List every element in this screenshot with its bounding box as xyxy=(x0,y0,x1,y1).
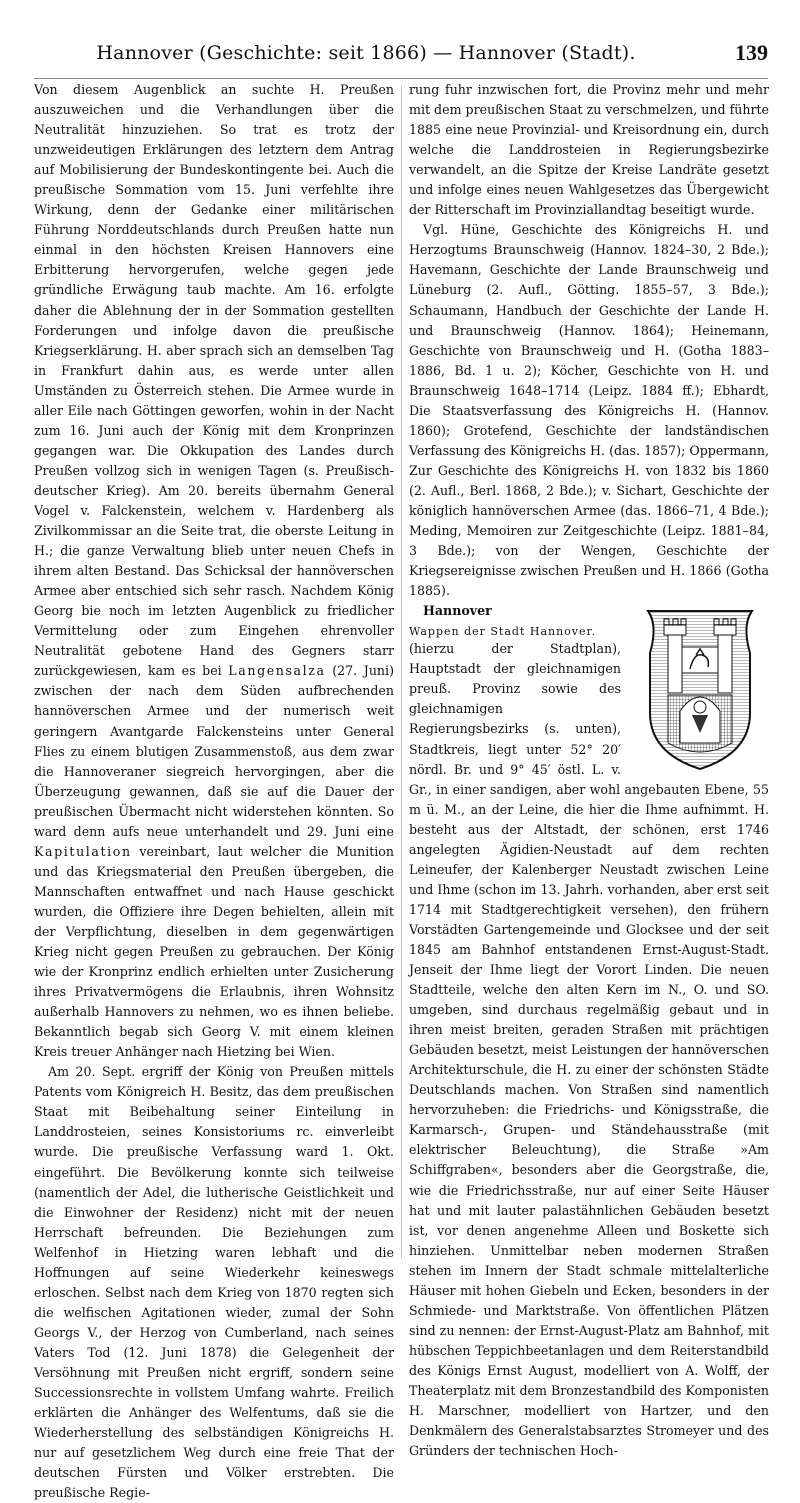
city-coat-of-arms-icon xyxy=(640,603,760,773)
spaced-term-kapitulation: Kapitulation xyxy=(34,843,132,859)
coat-of-arms-caption: Wappen der Stadt Hannover. xyxy=(409,625,597,639)
paragraph-city-entry xyxy=(409,601,769,621)
paragraph-text: (hierzu der Stadtplan), Hauptstadt der gleichnamigen preuß. Provinz sowie des gleichnamigen Regierungsbezirks (s. unten), Stadtkreis, liegt unter 52° 20′ nördl. Br. und 9° 45′ östl. L. v. Gr., in einer sandigen, aber wohl angebauten Ebene, 55 m ü. M., an der Leine, die hier die Ihme aufnimmt. H. besteht aus der Altstadt, der schönen, erst 1746 angelegten Ägidien-Neustadt auf dem rechten Leineufer, der Kalenberger Neustadt zwischen Leine und Ihme (schon im 13. Jahrh. vorhanden, aber erst seit 1714 mit Stadtgerechtigkeit versehen), den frühern Vorstädten Gartengemeinde und Glocksee und der seit 1845 am Bahnhof entstandenen Ernst-August-Stadt. Jenseit der Ihme liegt der Vorort Linden. Die neuen Stadtteile, welche den alten Kern im N., O. und SO. umgeben, sind durchaus regelmäßig gebaut und in ihren meist breiten, geraden Straßen mit prächtigen Gebäuden besetzt, meist Leistungen der hannöverschen Architekturschule, die H. zu einer der schönsten Städte Deutschlands machen. Von Straßen sind namentlich hervorzuheben: die Friedrichs- und Königsstraße, die Karmarsch-, Grupen- und Ständehausstraße (mit elektrischer Beleuchtung), die Straße »Am Schiffgraben«, besonders aber die Georgstraße, die, wie die Friedrichsstraße, nur auf einer Seite Häuser hat und mit lauter palastähnlichen Gebäuden besetzt ist, vor denen angenehme Alleen und Boskette sich hinziehen. Unmittelbar neben modernen Straßen stehen im Innern der Stadt schmale mittelalterliche Häuser mit hohen Giebeln und Ecken, besonders in der Schmiede- und Marktstraße. Von öffentlichen Plätzen sind zu nennen: der Ernst-August-Platz am Bahnhof, mit hübschen Teppichbeetanlagen und dem Reiterstandbild des Königs Ernst August, modelliert von A. Wolff, der Theaterplatz mit dem Bronzestandbild des Komponisten H. Marschner, modelliert von Hartzer, und den Denkmälern des Generalstabsarztes Stromeyer und des Gründers der technischen Hoch- xyxy=(409,641,769,1459)
running-title: Hannover (Geschichte: seit 1866) — Hannover (Stadt). xyxy=(96,42,636,64)
paragraph-text: Von diesem Augenblick an suchte H. Preußen auszuweichen und die Verhandlungen über die Neutralität hinzuziehen. So trat es trotz der unzweideutigen Erklärungen des letztern dem Antrag auf Mobilisierung der Bundeskontingente bei. Auch die preußische Sommation vom 15. Juni verfehlte ihre Wirkung, denn der Gedanke einer militärischen Führung Norddeutschlands durch Preußen hatte nun einmal in den höchsten Kreisen Hannovers eine Erbitterung hervorgerufen, welche gegen jede gründliche Erwägung taub machte. Am 16. erfolgte daher die Ablehnung der in der Sommation gestellten Forderungen und infolge davon die preußische Kriegserklärung. H. aber sprach sich an demselben Tag in Frankfurt dahin aus, es werde unter allen Umständen zu Österreich stehen. Die Armee wurde in aller Eile nach Göttingen geworfen, wohin in der Nacht zum 16. Juni auch der König mit dem Kronprinzen gegangen war. Die Okkupation des Landes durch Preußen vollzog sich in wenigen Tagen (s. Preußisch-deutscher Krieg). Am 20. bereits übernahm General Vogel v. Falckenstein, welchem v. Hardenberg als Zivilkommissar an die Seite trat, die oberste Leitung in H.; die ganze Verwaltung blieb unter neuen Chefs in ihrem alten Bestand. Das Schicksal der hannöverschen Armee aber entschied sich sehr rasch. Nachdem König Georg bie noch im letzten Augenblick zu friedlicher Vermittelung oder zum Eingehen ehrenvoller Neutralität gebotene Hand des Gegners starr zurückgewiesen, kam es bei xyxy=(34,82,394,679)
coat-of-arms-figure xyxy=(631,603,769,773)
spaced-term-langensalza: Langensalza xyxy=(228,663,326,679)
column-divider xyxy=(401,86,402,1258)
right-column xyxy=(409,80,769,1459)
left-column xyxy=(34,80,394,1501)
page-header xyxy=(34,38,768,79)
paragraph-text: (27. Juni) zwischen der nach dem Süden aufbrechenden hannöverschen Armee und der numerisch weit geringern Avantgarde Falckensteins unter General Flies zu einem blutigen Zusammenstoß, aus dem zwar die Hannoveraner siegreich hervorgingen, aber die Überzeugung gewannen, daß sie auf die Dauer der preußischen Übermacht nicht widerstehen könnten. So ward denn aufs neue unterhandelt und 29. Juni eine xyxy=(34,663,394,839)
page-number: 139 xyxy=(735,40,768,65)
paragraph-annexation: Am 20. Sept. ergriff der König von Preußen mittels Patents vom Königreich H. Besitz, das dem preußischen Staat mit Beibehaltung seiner Einteilung in Landdrosteien, seines Konsistoriums rc. einverleibt wurde. Die preußische Verfassung ward 1. Okt. eingeführt. Die Bevölkerung konnte sich teilweise (namentlich der Adel, die lutherische Geistlichkeit und die Einwohner der Residenz) nicht mit der neuen Herrschaft befreunden. Die Beziehungen zum Welfenhof in Hietzing waren lebhaft und die Hoffnungen auf seine Wiederkehr keineswegs erloschen. Selbst nach dem Krieg von 1870 regten sich die welfischen Agitationen wieder, zumal der Sohn Georgs V., der Herzog von Cumberland, nach seines Vaters Tod (12. Juni 1878) die Gelegenheit der Versöhnung mit Preußen nicht ergriff, sondern seine Successionsrechte in vollstem Umfang wahrte. Freilich erklärten die Anhänger des Welfentums, daß sie die Wiederherstellung des selbständigen Königreichs H. nur auf gesetzlichem Weg durch eine freie That der deutschen Fürsten und Völker erstrebten. Die preußische Regie- xyxy=(34,1064,394,1501)
paragraph-administration: rung fuhr inzwischen fort, die Provinz mehr und mehr mit dem preußischen Staat zu verschmelzen, und führte 1885 eine neue Provinzial- und Kreisordnung ein, durch welche die Landdrosteien in Regierungsbezirke verwandelt, an die Spitze der Kreise Landräte gesetzt und infolge eines neuen Wahlgesetzes das Übergewicht der Ritterschaft im Provinziallandtag beseitigt wurde. xyxy=(409,82,769,218)
paragraph-bibliography: Vgl. Hüne, Geschichte des Königreichs H. und Herzogtums Braunschweig (Hannov. 1824–30, 2 Bde.); Havemann, Geschichte der Lande Braunschweig und Lüneburg (2. Aufl., Götting. 1855–57, 3 Bde.); Schaumann, Handbuch der Geschichte der Lande H. und Braunschweig (Hannov. 1864); Heinemann, Geschichte von Braunschweig und H. (Gotha 1883–1886, Bd. 1 u. 2); Köcher, Geschichte von H. und Braunschweig 1648–1714 (Leipz. 1884 ff.); Ebhardt, Die Staatsverfassung des Königreichs H. (Hannov. 1860); Grotefend, Geschichte der landständischen Verfassung des Königreichs H. (das. 1857); Oppermann, Zur Geschichte des Königreichs H. von 1832 bis 1860 (2. Aufl., Berl. 1868, 2 Bde.); v. Sichart, Geschichte der königlich hannöverschen Armee (das. 1866–71, 4 Bde.); Meding, Memoiren zur Zeitgeschichte (Leipz. 1881–84, 3 Bde.); von der Wengen, Geschichte der Kriegsereignisse zwischen Preußen und H. 1866 (Gotha 1885). xyxy=(409,222,769,599)
paragraph-war-1866 xyxy=(34,80,394,1062)
entry-headword: Hannover xyxy=(423,603,492,619)
paragraph-text: vereinbart, laut welcher die Munition und das Kriegsmaterial den Preußen übergeben, die Mannschaften entwaffnet und nach Hause geschickt wurden, die Offiziere ihre Degen behielten, allein mit der Verpflichtung, dieselben in dem gegenwärtigen Krieg nicht gegen Preußen zu gebrauchen. Der König wie der Kronprinz endlich erhielten unter Zusicherung ihres Privatvermögens die Erlaubnis, ihren Wohnsitz außerhalb Hannovers zu nehmen, wo es ihnen beliebe. Bekanntlich begab sich Georg V. mit einem kleinen Kreis treuer Anhänger nach Hietzing bei Wien. xyxy=(34,843,394,1060)
